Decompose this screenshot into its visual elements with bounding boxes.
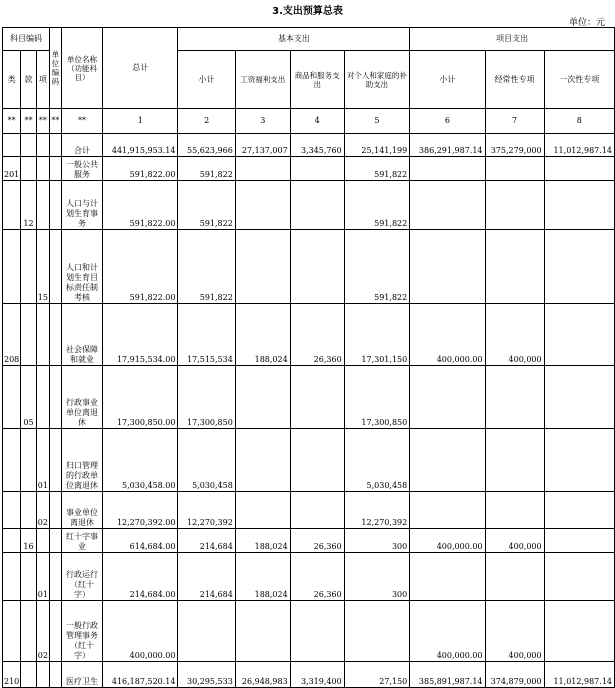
total-cell: 591,822.00 <box>103 230 178 304</box>
table-body <box>3 109 615 688</box>
goods-cell <box>290 181 344 230</box>
wages-cell: 188,024 <box>235 304 290 366</box>
header-xiang: 项 <box>36 51 49 109</box>
onetime-special-cell <box>544 492 614 529</box>
total-cell: 400,000.00 <box>103 601 178 662</box>
table-row <box>3 601 615 662</box>
basic-subtotal-cell: 591,822 <box>178 157 235 181</box>
personal-subsidy-cell: 591,822 <box>344 181 410 230</box>
regular-special-cell: 374,879,000 <box>485 662 544 688</box>
header-subject-code: 科目编码 <box>3 28 50 51</box>
lei-code <box>3 601 21 662</box>
xiang-code: 15 <box>36 230 49 304</box>
unit-code <box>49 429 61 492</box>
unit-code <box>49 230 61 304</box>
project-subtotal-cell <box>410 429 485 492</box>
basic-subtotal-cell: 214,684 <box>178 553 235 601</box>
header-onetime-special: 一次性专项 <box>544 51 614 109</box>
lei-code <box>3 366 21 429</box>
onetime-special-cell <box>544 304 614 366</box>
goods-cell <box>290 429 344 492</box>
regular-special-cell <box>485 230 544 304</box>
wages-cell <box>235 157 290 181</box>
table-row <box>3 662 615 688</box>
onetime-special-cell: 11,012,987.14 <box>544 662 614 688</box>
basic-subtotal-cell: 30,295,533 <box>178 662 235 688</box>
regular-special-cell <box>485 157 544 181</box>
basic-subtotal-cell: 17,515,534 <box>178 304 235 366</box>
header-basic-expenditure: 基本支出 <box>178 28 410 51</box>
header-basic-subtotal: 小计 <box>178 51 235 109</box>
index-star: ** <box>61 109 102 134</box>
goods-cell <box>290 230 344 304</box>
header-kuan: 款 <box>21 51 36 109</box>
total-cell: 12,270,392.00 <box>103 492 178 529</box>
lei-code: 201 <box>3 157 21 181</box>
total-cell: 17,300,850.00 <box>103 366 178 429</box>
table-row <box>3 492 615 529</box>
wages-cell <box>235 492 290 529</box>
expenditure-budget-table <box>2 27 615 688</box>
wages-cell: 188,024 <box>235 529 290 553</box>
index-star: ** <box>3 109 21 134</box>
xiang-code <box>36 662 49 688</box>
header-lei: 类 <box>3 51 21 109</box>
xiang-code <box>36 157 49 181</box>
kuan-code: 05 <box>21 366 36 429</box>
lei-code: 210 <box>3 662 21 688</box>
regular-special-cell: 400,000 <box>485 529 544 553</box>
xiang-code <box>36 366 49 429</box>
regular-special-cell: 375,279,000 <box>485 134 544 157</box>
lei-code <box>3 429 21 492</box>
unit-name: 社会保障和就业 <box>61 304 102 366</box>
unit-name: 行政事业单位离退休 <box>61 366 102 429</box>
onetime-special-cell <box>544 601 614 662</box>
lei-code <box>3 492 21 529</box>
unit-code <box>49 181 61 230</box>
onetime-special-cell: 11,012,987.14 <box>544 134 614 157</box>
wages-cell <box>235 181 290 230</box>
goods-cell: 3,345,760 <box>290 134 344 157</box>
unit-code <box>49 492 61 529</box>
xiang-code: 01 <box>36 429 49 492</box>
header-goods-services: 商品和服务支出 <box>290 51 344 109</box>
project-subtotal-cell <box>410 230 485 304</box>
xiang-code: 01 <box>36 553 49 601</box>
unit-name: 合计 <box>61 134 102 157</box>
unit-name: 人口与计划生育事务 <box>61 181 102 230</box>
project-subtotal-cell: 400,000.00 <box>410 529 485 553</box>
unit-code <box>49 134 61 157</box>
onetime-special-cell <box>544 157 614 181</box>
personal-subsidy-cell: 300 <box>344 529 410 553</box>
total-cell: 591,822.00 <box>103 157 178 181</box>
project-subtotal-cell <box>410 157 485 181</box>
personal-subsidy-cell: 17,301,150 <box>344 304 410 366</box>
project-subtotal-cell <box>410 492 485 529</box>
xiang-code <box>36 181 49 230</box>
table-row <box>3 304 615 366</box>
kuan-code <box>21 662 36 688</box>
goods-cell <box>290 157 344 181</box>
xiang-code <box>36 529 49 553</box>
unit-code <box>49 529 61 553</box>
unit-name: 医疗卫生 <box>61 662 102 688</box>
onetime-special-cell <box>544 429 614 492</box>
unit-code <box>49 662 61 688</box>
total-cell: 614,684.00 <box>103 529 178 553</box>
lei-code <box>3 529 21 553</box>
regular-special-cell <box>485 492 544 529</box>
xiang-code <box>36 304 49 366</box>
unit-code <box>49 553 61 601</box>
total-cell: 5,030,458.00 <box>103 429 178 492</box>
personal-subsidy-cell: 12,270,392 <box>344 492 410 529</box>
wages-cell <box>235 601 290 662</box>
table-row <box>3 553 615 601</box>
basic-subtotal-cell: 591,822 <box>178 230 235 304</box>
personal-subsidy-cell: 25,141,199 <box>344 134 410 157</box>
wages-cell <box>235 429 290 492</box>
page-title: 3.支出预算总表 <box>272 6 343 17</box>
personal-subsidy-cell: 591,822 <box>344 230 410 304</box>
wages-cell: 27,137,007 <box>235 134 290 157</box>
kuan-code <box>21 157 36 181</box>
personal-subsidy-cell <box>344 601 410 662</box>
project-subtotal-cell <box>410 181 485 230</box>
index-star: ** <box>49 109 61 134</box>
wages-cell: 188,024 <box>235 553 290 601</box>
table-row <box>3 157 615 181</box>
goods-cell: 26,360 <box>290 304 344 366</box>
header-unit-code: 单位编码 <box>49 28 61 109</box>
lei-code <box>3 230 21 304</box>
project-subtotal-cell <box>410 366 485 429</box>
unit-code <box>49 304 61 366</box>
unit-name: 一般行政管理事务（红十字） <box>61 601 102 662</box>
goods-cell <box>290 366 344 429</box>
unit-code <box>49 157 61 181</box>
wages-cell: 26,948,983 <box>235 662 290 688</box>
regular-special-cell: 400,000 <box>485 601 544 662</box>
index-star: ** <box>21 109 36 134</box>
goods-cell: 26,360 <box>290 553 344 601</box>
table-row <box>3 230 615 304</box>
header-project-subtotal: 小计 <box>410 51 485 109</box>
header-unit-name: 单位名称（功能科目） <box>61 28 102 109</box>
unit-label: 单位：元 <box>568 18 605 28</box>
header-personal-subsidy: 对个人和家庭的补助支出 <box>344 51 410 109</box>
personal-subsidy-cell: 17,300,850 <box>344 366 410 429</box>
personal-subsidy-cell: 591,822 <box>344 157 410 181</box>
header-regular-special: 经常性专项 <box>485 51 544 109</box>
kuan-code: 16 <box>21 529 36 553</box>
project-subtotal-cell: 385,891,987.14 <box>410 662 485 688</box>
table-row <box>3 134 615 157</box>
basic-subtotal-cell <box>178 601 235 662</box>
index-num: 8 <box>544 109 614 134</box>
total-cell: 214,684.00 <box>103 553 178 601</box>
lei-code <box>3 553 21 601</box>
kuan-code <box>21 553 36 601</box>
index-num: 7 <box>485 109 544 134</box>
wages-cell <box>235 366 290 429</box>
wages-cell <box>235 230 290 304</box>
kuan-code: 12 <box>21 181 36 230</box>
regular-special-cell <box>485 429 544 492</box>
regular-special-cell: 400,000 <box>485 304 544 366</box>
index-num: 2 <box>178 109 235 134</box>
unit-code <box>49 366 61 429</box>
table-row <box>3 529 615 553</box>
project-subtotal-cell: 400,000.00 <box>410 601 485 662</box>
index-star: ** <box>36 109 49 134</box>
header-project-expenditure: 项目支出 <box>410 28 615 51</box>
total-cell: 591,822.00 <box>103 181 178 230</box>
kuan-code <box>21 601 36 662</box>
basic-subtotal-cell: 55,623,966 <box>178 134 235 157</box>
goods-cell: 3,319,400 <box>290 662 344 688</box>
unit-name: 行政运行（红十字） <box>61 553 102 601</box>
xiang-code: 02 <box>36 601 49 662</box>
index-num: 6 <box>410 109 485 134</box>
index-row <box>3 109 615 134</box>
regular-special-cell <box>485 553 544 601</box>
index-num: 5 <box>344 109 410 134</box>
goods-cell: 26,360 <box>290 529 344 553</box>
basic-subtotal-cell: 591,822 <box>178 181 235 230</box>
onetime-special-cell <box>544 230 614 304</box>
kuan-code <box>21 230 36 304</box>
project-subtotal-cell: 386,291,987.14 <box>410 134 485 157</box>
table-row <box>3 181 615 230</box>
header-total: 总计 <box>103 28 178 109</box>
basic-subtotal-cell: 17,300,850 <box>178 366 235 429</box>
unit-name: 归口管理的行政单位离退休 <box>61 429 102 492</box>
personal-subsidy-cell: 5,030,458 <box>344 429 410 492</box>
total-cell: 17,915,534.00 <box>103 304 178 366</box>
unit-code <box>49 601 61 662</box>
unit-name: 一般公共服务 <box>61 157 102 181</box>
unit-name: 红十字事业 <box>61 529 102 553</box>
index-num: 1 <box>103 109 178 134</box>
basic-subtotal-cell: 12,270,392 <box>178 492 235 529</box>
xiang-code <box>36 134 49 157</box>
lei-code: 208 <box>3 304 21 366</box>
personal-subsidy-cell: 300 <box>344 553 410 601</box>
goods-cell <box>290 492 344 529</box>
onetime-special-cell <box>544 553 614 601</box>
basic-subtotal-cell: 214,684 <box>178 529 235 553</box>
kuan-code <box>21 429 36 492</box>
table-row <box>3 429 615 492</box>
total-cell: 416,187,520.14 <box>103 662 178 688</box>
onetime-special-cell <box>544 529 614 553</box>
regular-special-cell <box>485 366 544 429</box>
goods-cell <box>290 601 344 662</box>
project-subtotal-cell <box>410 553 485 601</box>
onetime-special-cell <box>544 181 614 230</box>
kuan-code <box>21 492 36 529</box>
unit-name: 人口和计划生育目标责任制考核 <box>61 230 102 304</box>
xiang-code: 02 <box>36 492 49 529</box>
regular-special-cell <box>485 181 544 230</box>
onetime-special-cell <box>544 366 614 429</box>
unit-name: 事业单位离退休 <box>61 492 102 529</box>
personal-subsidy-cell: 27,150 <box>344 662 410 688</box>
lei-code <box>3 181 21 230</box>
index-num: 3 <box>235 109 290 134</box>
basic-subtotal-cell: 5,030,458 <box>178 429 235 492</box>
kuan-code <box>21 304 36 366</box>
index-num: 4 <box>290 109 344 134</box>
project-subtotal-cell: 400,000.00 <box>410 304 485 366</box>
kuan-code <box>21 134 36 157</box>
header-wages: 工资福利支出 <box>235 51 290 109</box>
lei-code <box>3 134 21 157</box>
table-row <box>3 366 615 429</box>
total-cell: 441,915,953.14 <box>103 134 178 157</box>
